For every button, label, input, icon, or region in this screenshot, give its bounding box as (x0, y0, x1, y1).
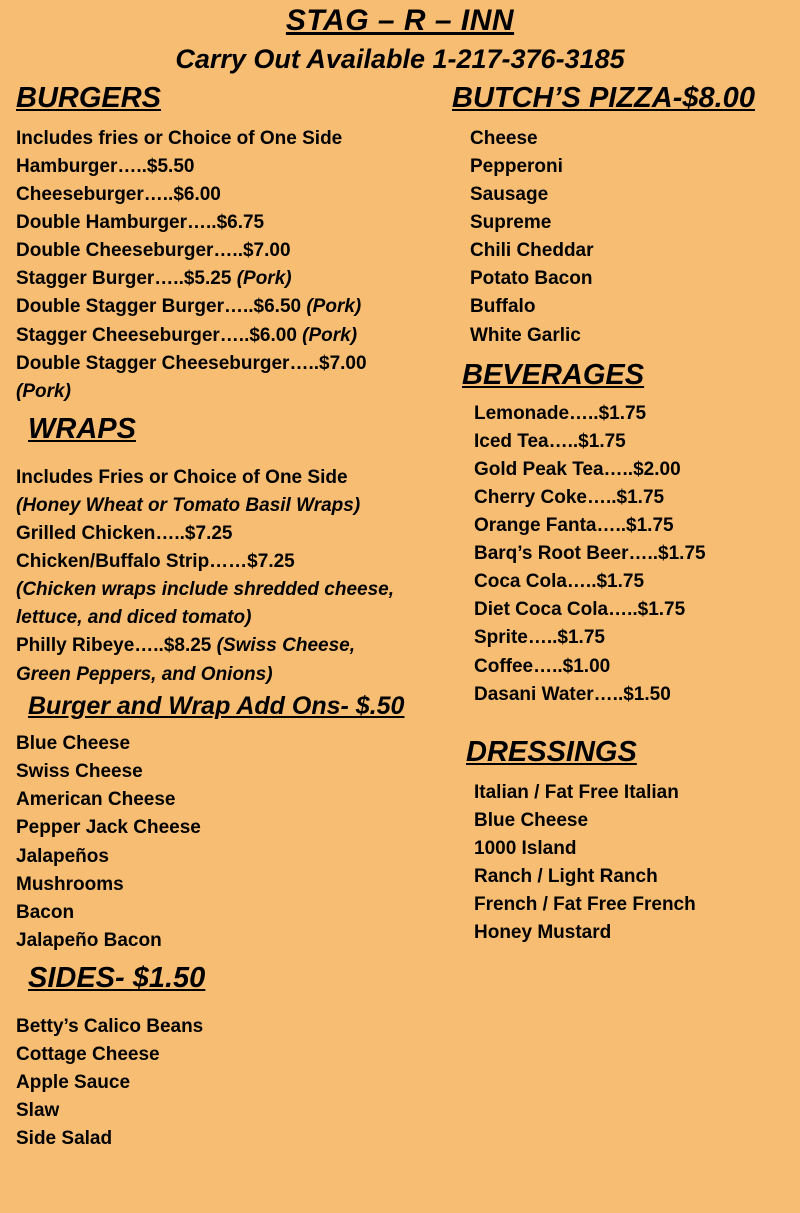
section-dressings-heading: DRESSINGS (466, 735, 637, 768)
dressings-list (452, 779, 800, 948)
menu-item: Lemonade…..$1.75 (474, 402, 647, 424)
menu-item: Slaw (16, 1100, 60, 1122)
menu-item (16, 548, 452, 576)
menu-item: French / Fat Free French (474, 894, 696, 916)
menu-item (16, 293, 452, 321)
menu-item: American Cheese (16, 789, 176, 811)
menu-item: Betty’s Calico Beans (16, 1015, 204, 1037)
item-text: Cheeseburger…..$6.00 (16, 184, 221, 205)
wraps-intro-note: (Honey Wheat or Tomato Basil Wraps) (16, 494, 361, 516)
right-column (452, 83, 800, 947)
item-text: Double Hamburger…..$6.75 (16, 212, 265, 234)
menu-item: Pepperoni (470, 155, 563, 177)
beverages-list (452, 400, 800, 709)
menu-item: Mushrooms (16, 873, 124, 895)
item-note: (Pork) (236, 268, 292, 290)
item-note: (Pork) (306, 296, 362, 318)
item-text: Stagger Burger…..$5.25 (16, 268, 237, 290)
section-pizza-heading: BUTCH’S PIZZA-$8.00 (452, 81, 755, 114)
menu-item: Chili Cheddar (470, 240, 594, 262)
menu-item (16, 153, 452, 181)
burgers-intro: Includes fries or Choice of One Side (16, 127, 343, 149)
section-sides-heading: SIDES- $1.50 (28, 962, 206, 995)
menu-item: Pepper Jack Cheese (16, 817, 201, 839)
menu-item: Honey Mustard (474, 922, 612, 944)
menu-item: Bacon (16, 901, 75, 923)
menu-item: Coffee…..$1.00 (474, 655, 611, 677)
wraps-note-line-2: lettuce, and diced tomato) (16, 607, 252, 629)
menu-item: Coca Cola…..$1.75 (474, 571, 645, 593)
menu-item: Ranch / Light Ranch (474, 865, 658, 887)
section-beverages-heading: BEVERAGES (462, 358, 645, 391)
item-text: Hamburger…..$5.50 (16, 155, 195, 177)
menu-item: Buffalo (470, 296, 536, 318)
menu-item (16, 237, 452, 265)
section-wraps-heading: WRAPS (28, 412, 136, 445)
menu-item: Apple Sauce (16, 1072, 131, 1094)
menu-columns (0, 83, 800, 1154)
item-text: Double Stagger Burger…..$6.50 (16, 296, 307, 318)
menu-item: Potato Bacon (470, 268, 593, 290)
menu-item (16, 209, 452, 237)
menu-item (16, 181, 452, 209)
left-column (0, 83, 452, 1154)
wraps-intro: Includes Fries or Choice of One Side (16, 466, 348, 488)
menu-item: Supreme (470, 212, 552, 234)
menu-item: Dasani Water…..$1.50 (474, 683, 671, 705)
menu-item: Cheese (470, 127, 538, 149)
item-text: Grilled Chicken…..$7.25 (16, 522, 233, 544)
item-note: (Swiss Cheese, (216, 635, 355, 657)
menu-item: Diet Coca Cola…..$1.75 (474, 599, 686, 621)
section-addons-heading: Burger and Wrap Add Ons- $.50 (28, 691, 405, 720)
carryout-subtitle: Carry Out Available 1-217-376-3185 (175, 43, 625, 74)
menu-item: Jalapeño Bacon (16, 929, 162, 951)
spacer (452, 709, 800, 731)
wraps-note-line-1: (Chicken wraps include shredded cheese, (16, 579, 395, 601)
menu-item: Side Salad (16, 1128, 113, 1150)
menu-item (16, 322, 452, 350)
menu-item (16, 265, 452, 293)
menu-item: Cottage Cheese (16, 1044, 160, 1066)
menu-item (16, 632, 452, 660)
menu-item: Gold Peak Tea…..$2.00 (474, 458, 681, 480)
menu-item: Sausage (470, 184, 549, 205)
spacer (16, 1005, 452, 1013)
item-note: (Pork) (302, 324, 358, 346)
restaurant-title: STAG – R – INN (285, 4, 515, 37)
menu-item: Italian / Fat Free Italian (474, 781, 679, 803)
philly-note-line-2: Green Peppers, and Onions) (16, 663, 273, 685)
menu-item (16, 520, 452, 548)
menu-item: Blue Cheese (16, 733, 131, 755)
menu-item (16, 350, 452, 378)
menu-item: Iced Tea…..$1.75 (474, 430, 626, 452)
item-note: (Pork) (16, 380, 71, 402)
pizza-list (452, 125, 800, 350)
menu-item: Cherry Coke…..$1.75 (474, 486, 665, 508)
menu-item: Blue Cheese (474, 809, 589, 831)
item-text: Double Cheeseburger…..$7.00 (16, 240, 291, 262)
section-burgers-heading: BURGERS (16, 81, 162, 114)
menu-item: 1000 Island (474, 837, 577, 859)
spacer (16, 456, 452, 464)
menu-item: White Garlic (470, 324, 581, 346)
item-text: Philly Ribeye…..$8.25 (16, 635, 217, 657)
menu-item: Orange Fanta…..$1.75 (474, 514, 674, 536)
menu-item: Swiss Cheese (16, 761, 143, 783)
menu-item: Sprite…..$1.75 (474, 627, 605, 649)
menu-item: Barq’s Root Beer…..$1.75 (474, 543, 706, 565)
item-text: Chicken/Buffalo Strip……$7.25 (16, 551, 295, 573)
item-text: Double Stagger Cheeseburger…..$7.00 (16, 352, 367, 374)
menu-item (16, 378, 452, 406)
menu-item: Jalapeños (16, 845, 109, 867)
item-text: Stagger Cheeseburger…..$6.00 (16, 324, 303, 346)
menu-header (0, 0, 800, 75)
